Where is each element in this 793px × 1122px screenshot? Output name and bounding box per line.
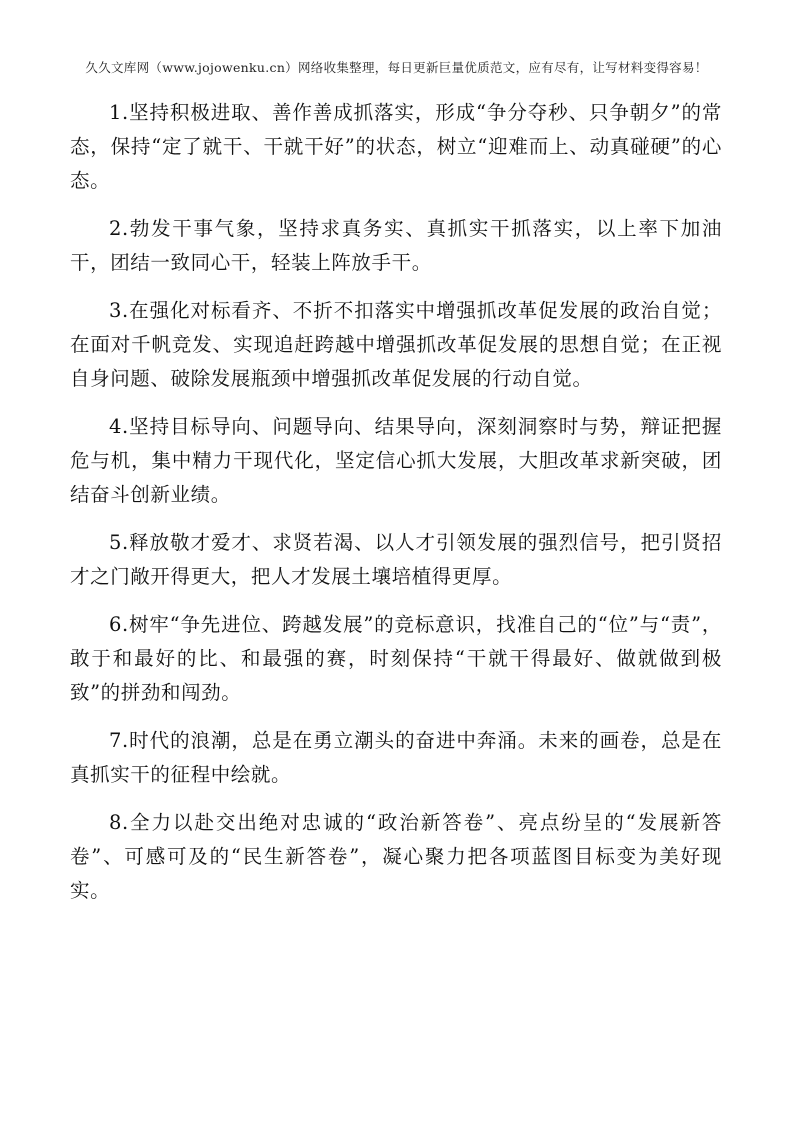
document-body [70,96,722,922]
paragraph-4: 4.坚持目标导向、问题导向、结果导向，深刻洞察时与势，辩证把握危与机，集中精力干现代化，坚定信心抓大发展，大胆改革求新突破，团结奋斗创新业绩。 [70,415,722,506]
paragraph-7: 7.时代的浪潮，总是在勇立潮头的奋进中奔涌。未来的画卷，总是在真抓实干的征程中绘就。 [70,729,722,786]
header-banner: 久久文库网（www.jojowenku.cn）网络收集整理，每日更新巨量优质范文，应有尽有，让写材料变得容易！ [85,60,708,75]
paragraph-3: 3.在强化对标看齐、不折不扣落实中增强抓改革促发展的政治自觉；在面对千帆竞发、实现追赶跨越中增强抓改革促发展的思想自觉；在正视自身问题、破除发展瓶颈中增强抓改革促发展的行动自觉。 [70,299,722,390]
paragraph-5: 5.释放敬才爱才、求贤若渴、以人才引领发展的强烈信号，把引贤招才之门敞开得更大，把人才发展土壤培植得更厚。 [70,531,722,588]
paragraph-2: 2.勃发干事气象，坚持求真务实、真抓实干抓落实，以上率下加油干，团结一致同心干，轻装上阵放手干。 [70,217,722,274]
paragraph-6: 6.树牢“争先进位、跨越发展”的竞标意识，找准自己的“位”与“责”，敢于和最好的比、和最强的赛，时刻保持“干就干得最好、做就做到极致”的拼劲和闯劲。 [70,613,722,704]
paragraph-1: 1.坚持积极进取、善作善成抓落实，形成“争分夺秒、只争朝夕”的常态，保持“定了就干、干就干好”的状态，树立“迎难而上、动真碰硬”的心态。 [70,101,722,192]
paragraph-8: 8.全力以赴交出绝对忠诚的“政治新答卷”、亮点纷呈的“发展新答卷”、可感可及的“民生新答卷”，凝心聚力把各项蓝图目标变为美好现实。 [70,811,722,902]
